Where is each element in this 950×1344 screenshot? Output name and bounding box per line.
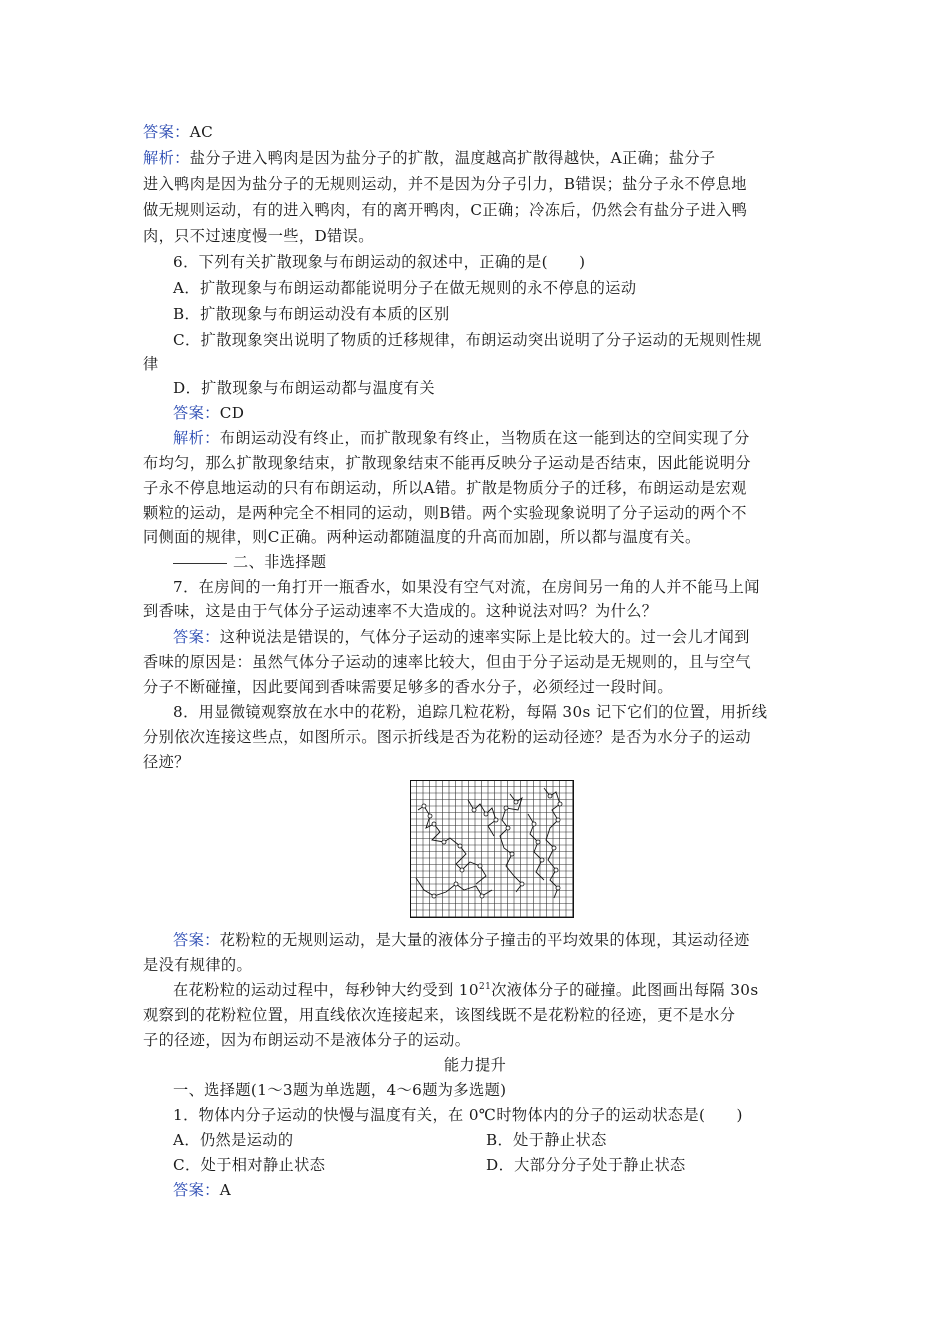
a1-option-d: D．大部分分子处于静止状态 <box>486 1156 686 1174</box>
section-2-title: 二、非选择题 <box>173 549 327 575</box>
q6-stem: 6．下列有关扩散现象与布朗运动的叙述中，正确的是( ) <box>173 253 586 271</box>
q6-analysis-line: 子永不停息地运动的只有布朗运动，所以A错。扩散是物质分子的迁移，布朗运动是宏观 <box>143 479 747 497</box>
q8-answer-line: 答案：花粉粒的无规则运动，是大量的液体分子撞击的平均效果的体现，其运动径迹 <box>173 931 750 949</box>
ability-section-1-title: 一、选择题(1～3题为单选题，4～6题为多选题) <box>173 1081 507 1099</box>
q8-stem: 8．用显微镜观察放在水中的花粉，追踪几粒花粉，每隔 30s 记下它们的位置，用折线 <box>173 703 768 721</box>
q6-answer <box>173 400 244 426</box>
q6-option-b: B．扩散现象与布朗运动没有本质的区别 <box>173 305 450 323</box>
section-dash <box>173 563 227 564</box>
q7-stem-cont: 到香味，这是由于气体分子运动速率不大造成的。这种说法对吗？为什么？ <box>143 602 658 620</box>
a1-answer <box>173 1177 231 1203</box>
q5-analysis-line: 解析：盐分子进入鸭肉是因为盐分子的扩散，温度越高扩散得越快，A正确；盐分子 <box>143 149 716 167</box>
q8-answer-line: 是没有规律的。 <box>143 956 253 974</box>
q8-stem-cont: 分别依次连接这些点，如图所示。图示折线是否为花粉的运动径迹？是否为水分子的运动 <box>143 728 751 746</box>
q5-answer <box>143 119 213 145</box>
q8-stem-cont: 径迹？ <box>143 753 190 771</box>
ability-title: 能力提升 <box>443 1056 507 1074</box>
q6-analysis-line: 布均匀，那么扩散现象结束，扩散现象结束不能再反映分子运动是否结束，因此能说明分 <box>143 454 751 472</box>
superscript: 21 <box>478 981 492 992</box>
a1-option-b: B．处于静止状态 <box>486 1131 607 1149</box>
answer-label: 答案： <box>173 931 220 949</box>
analysis-label: 解析： <box>173 429 220 447</box>
q6-analysis-line: 颗粒的运动，是两种完全不相同的运动，则B错。两个实验现象说明了分子运动的两个不 <box>143 504 747 522</box>
q6-analysis-line: 解析：布朗运动没有终止，而扩散现象有终止，当物质在这一能到达的空间实现了分 <box>173 429 750 447</box>
q5-analysis-line: 进入鸭肉是因为盐分子的无规则运动，并不是因为分子引力，B错误；盐分子永不停息地 <box>143 175 747 193</box>
q8-paragraph-line: 在花粉粒的运动过程中，每秒钟大约受到 $10^{21}$次液体分子的碰撞。此图画出每隔 30s <box>173 981 759 999</box>
q6-option-c: C．扩散现象突出说明了物质的迁移规律，布朗运动突出说明了分子运动的无规则性规 <box>173 331 762 349</box>
a1-option-a: A．仍然是运动的 <box>173 1131 294 1149</box>
q8-paragraph-line: 观察到的花粉粒位置，用直线依次连接起来，该图线既不是花粉粒的径迹，更不是水分 <box>143 1006 736 1024</box>
a1-stem: 1．物体内分子运动的快慢与温度有关，在 0℃时物体内的分子的运动状态是( ) <box>173 1106 743 1124</box>
q7-answer-line: 香味的原因是：虽然气体分子运动的速率比较大，但由于分子运动是无规则的，且与空气 <box>143 653 751 671</box>
q7-stem: 7．在房间的一角打开一瓶香水，如果没有空气对流，在房间另一角的人并不能马上闻 <box>173 578 760 596</box>
q5-analysis-line: 做无规则运动，有的进入鸭肉，有的离开鸭肉，C正确；冷冻后，仍然会有盐分子进入鸭 <box>143 201 748 219</box>
brownian-motion-grid-figure <box>410 780 574 918</box>
q5-analysis-line: 肉，只不过速度慢一些，D错误。 <box>143 227 374 245</box>
q7-answer-line: 分子不断碰撞，因此要闻到香味需要足够多的香水分子，必须经过一段时间。 <box>143 678 673 696</box>
q6-analysis-line: 同侧面的规律，则C正确。两种运动都随温度的升高而加剧，所以都与温度有关。 <box>143 528 701 546</box>
answer-value: AC <box>189 123 214 141</box>
answer-label: 答案： <box>173 404 220 422</box>
q6-option-c-cont: 律 <box>143 355 159 373</box>
q6-option-d: D．扩散现象与布朗运动都与温度有关 <box>173 379 435 397</box>
answer-label: 答案： <box>143 123 190 141</box>
answer-value: A <box>219 1181 232 1199</box>
answer-label: 答案： <box>173 628 220 646</box>
a1-option-c: C．处于相对静止状态 <box>173 1156 326 1174</box>
answer-value: CD <box>219 404 245 422</box>
q8-paragraph-line: 子的径迹，因为布朗运动不是液体分子的运动。 <box>143 1031 471 1049</box>
q7-answer-line: 答案：这种说法是错误的，气体分子运动的速率实际上是比较大的。过一会儿才闻到 <box>173 628 750 646</box>
q6-option-a: A．扩散现象与布朗运动都能说明分子在做无规则的永不停息的运动 <box>173 279 637 297</box>
analysis-label: 解析： <box>143 149 190 167</box>
answer-label: 答案： <box>173 1181 220 1199</box>
